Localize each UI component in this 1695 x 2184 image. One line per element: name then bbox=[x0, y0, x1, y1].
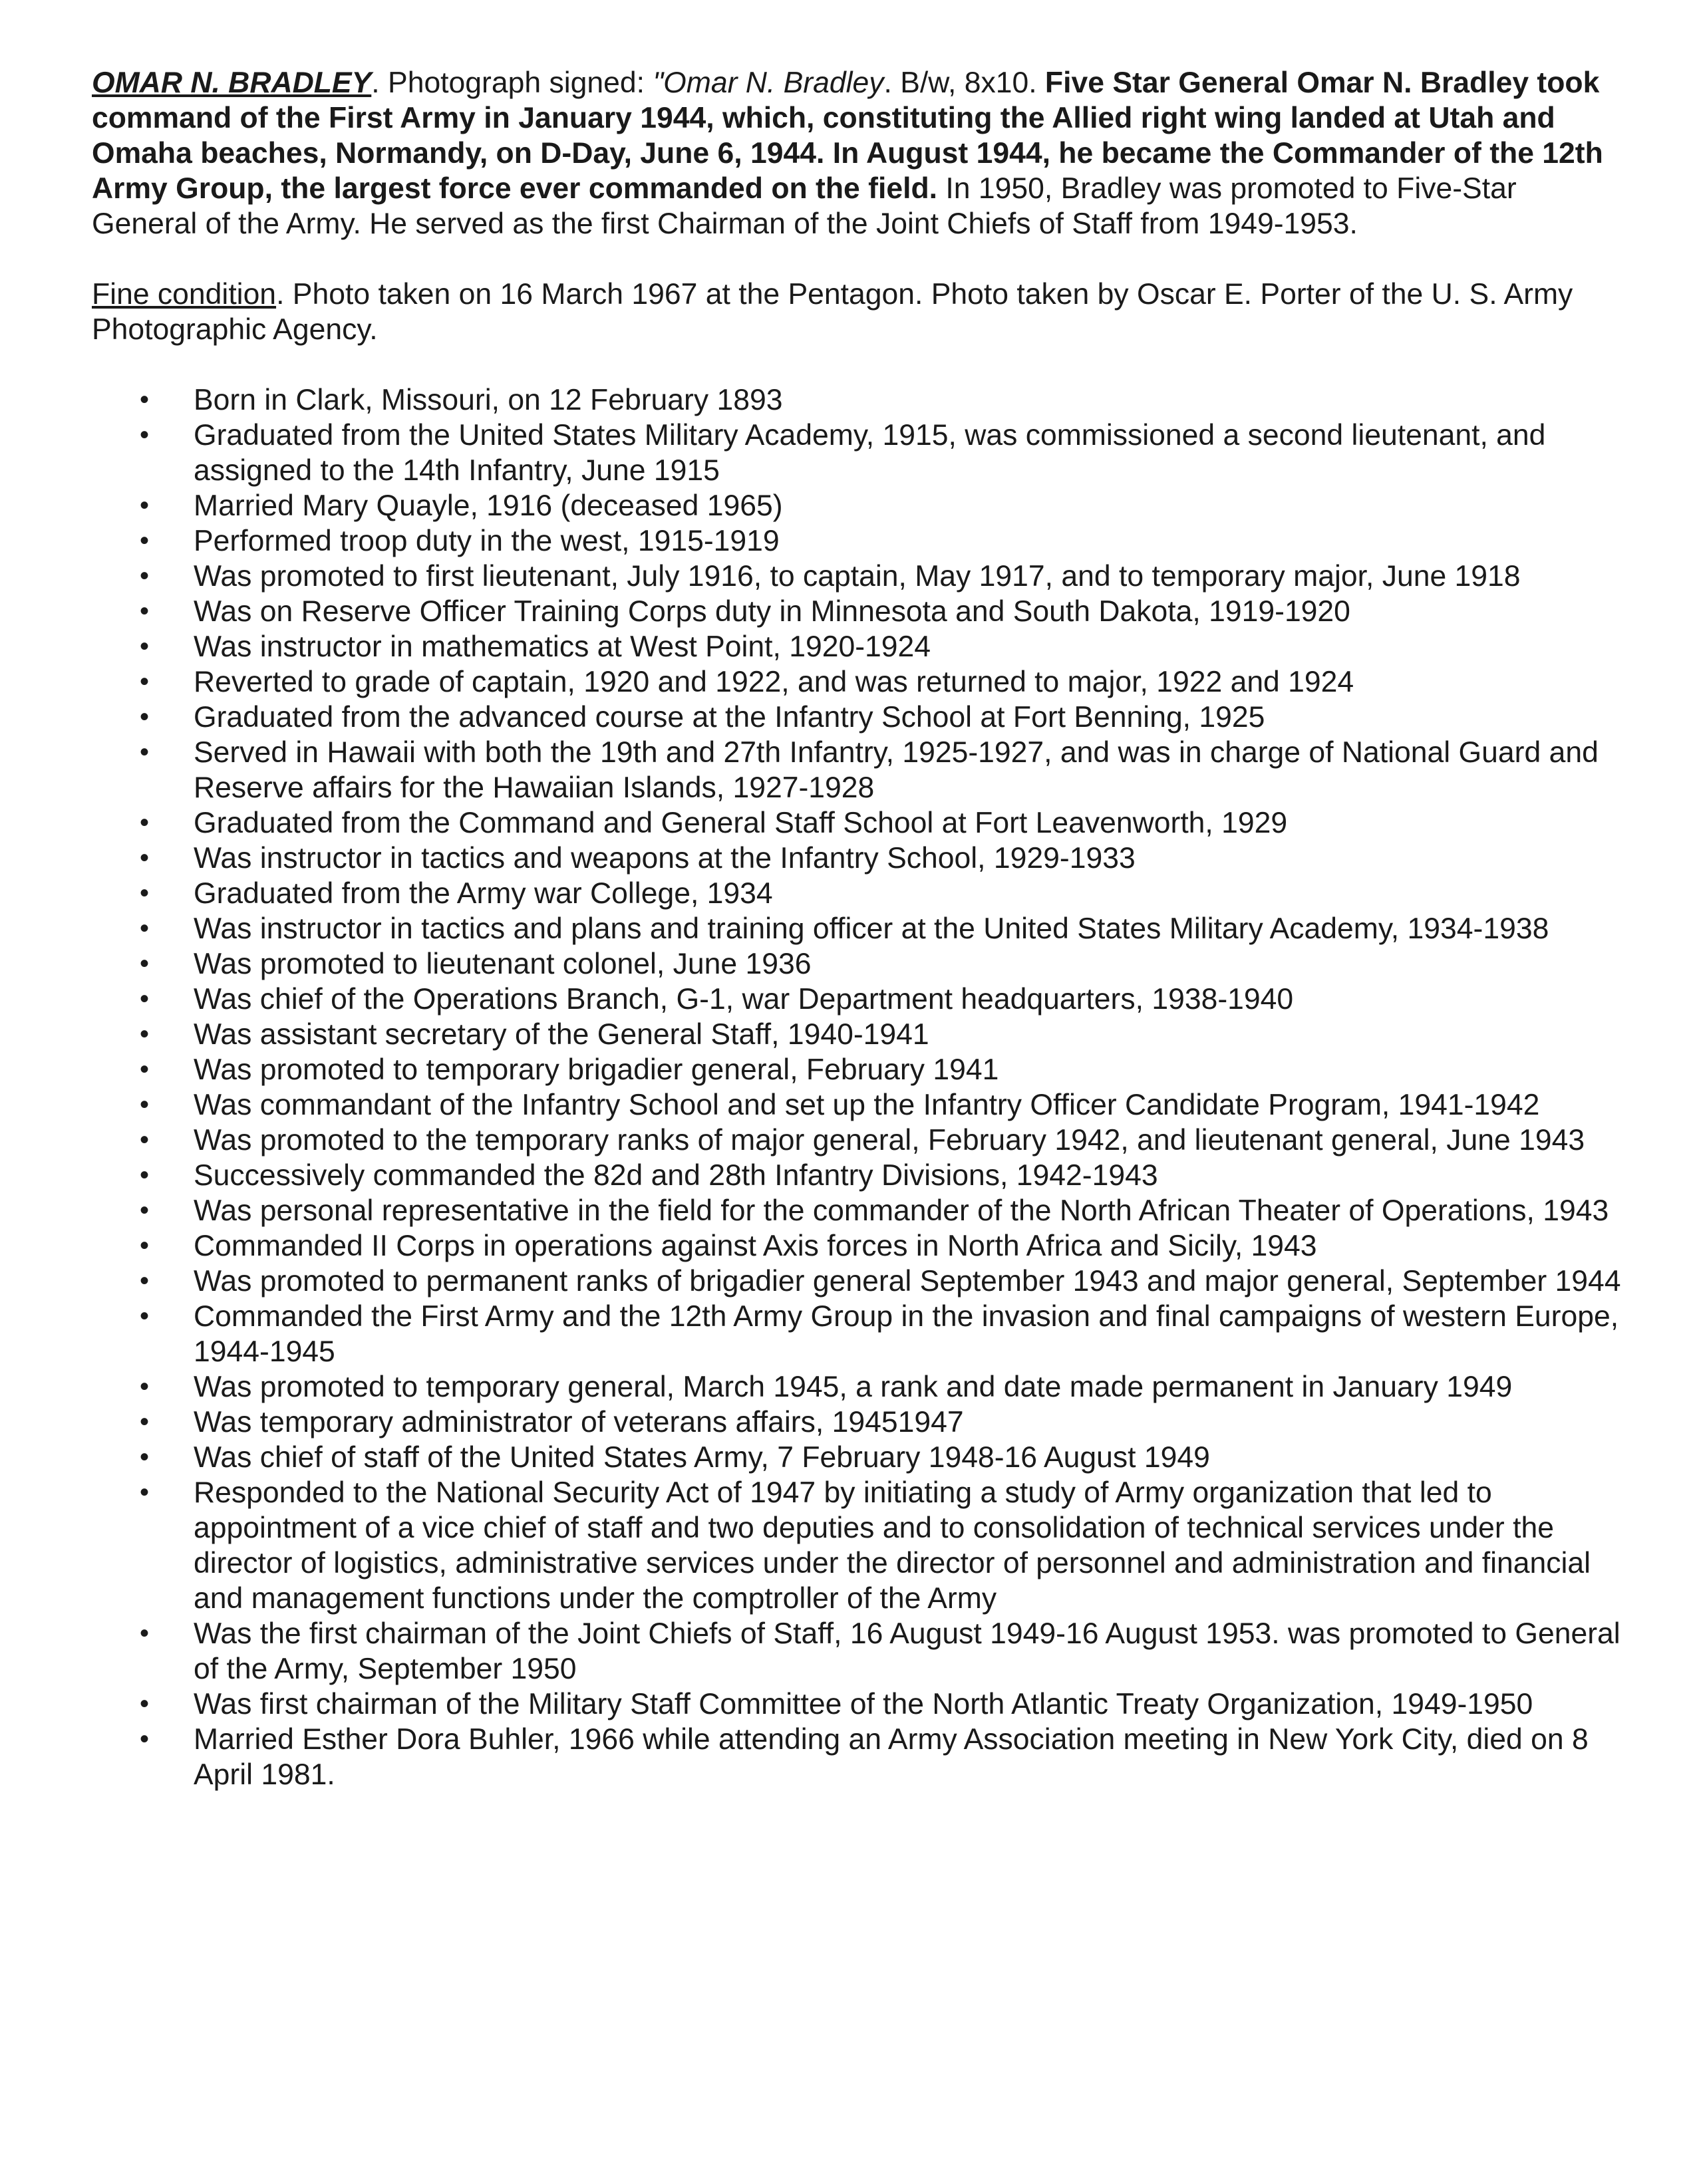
list-item bbox=[92, 946, 1628, 982]
list-item-text: Was chief of the Operations Branch, G-1, war Department headquarters, 1938-1940 bbox=[194, 983, 1294, 1016]
list-item bbox=[92, 559, 1628, 594]
list-item bbox=[92, 418, 1628, 488]
list-item-text: Was personal representative in the field for the commander of the North African Theater of Operations, 1943 bbox=[194, 1194, 1609, 1227]
list-item-text: Was instructor in mathematics at West Point, 1920-1924 bbox=[194, 630, 931, 663]
bullet-icon: • bbox=[140, 526, 150, 555]
list-item-text: Graduated from the advanced course at the Infantry School at Fort Benning, 1925 bbox=[194, 701, 1265, 734]
list-item bbox=[92, 1123, 1628, 1158]
list-item bbox=[92, 1369, 1628, 1405]
list-item bbox=[92, 523, 1628, 559]
bullet-icon: • bbox=[140, 1020, 150, 1049]
list-item-text: Was first chairman of the Military Staff Committee of the North Atlantic Treaty Organization, 1949-1950 bbox=[194, 1688, 1533, 1720]
bullet-icon: • bbox=[140, 667, 150, 696]
bullet-icon: • bbox=[140, 632, 150, 661]
list-item-text: Was promoted to the temporary ranks of major general, February 1942, and lieutenant general, June 1943 bbox=[194, 1124, 1585, 1157]
condition-paragraph bbox=[92, 277, 1628, 347]
list-item-text: Married Esther Dora Buhler, 1966 while attending an Army Association meeting in New York City, died on 8 April 1981. bbox=[194, 1723, 1589, 1791]
subject-name: OMAR N. BRADLEY bbox=[92, 67, 372, 99]
bullet-icon: • bbox=[140, 1478, 150, 1507]
list-item bbox=[92, 1687, 1628, 1722]
bullet-icon: • bbox=[140, 385, 150, 414]
intro-bold-summary: Five Star General Omar N. Bradley took command of the First Army in January 1944, which, constituting the Allied right wing landed at Utah and Omaha beaches, Normandy, on D-Day, June 6, 1944. In August 1944, he became the Commander of the 12th Army Group, the largest force ever commanded on the field. bbox=[92, 67, 1603, 205]
signature-text: "Omar N. Bradley bbox=[653, 67, 884, 99]
list-item-text: Was promoted to temporary general, March 1945, a rank and date made permanent in January 1949 bbox=[194, 1371, 1513, 1403]
bullet-icon: • bbox=[140, 949, 150, 978]
bullet-icon: • bbox=[140, 1442, 150, 1472]
list-item bbox=[92, 982, 1628, 1017]
list-item bbox=[92, 841, 1628, 876]
bullet-icon: • bbox=[140, 914, 150, 943]
bullet-icon: • bbox=[140, 1372, 150, 1401]
list-item bbox=[92, 1722, 1628, 1792]
list-item bbox=[92, 629, 1628, 664]
document-body bbox=[92, 65, 1628, 1792]
list-item bbox=[92, 1228, 1628, 1264]
list-item bbox=[92, 1052, 1628, 1087]
bullet-icon: • bbox=[140, 1196, 150, 1225]
bullet-icon: • bbox=[140, 1125, 150, 1155]
intro-rest: In 1950, Bradley was promoted to Five-Star General of the Army. He served as the first Chairman of the Joint Chiefs of Staff from 1949-1953. bbox=[92, 172, 1517, 240]
list-item-text: Reverted to grade of captain, 1920 and 1922, and was returned to major, 1922 and 1924 bbox=[194, 666, 1354, 698]
bullet-icon: • bbox=[140, 1407, 150, 1436]
list-item bbox=[92, 1475, 1628, 1616]
list-item bbox=[92, 911, 1628, 946]
bullet-icon: • bbox=[140, 420, 150, 450]
list-item-text: Commanded II Corps in operations against Axis forces in North Africa and Sicily, 1943 bbox=[194, 1230, 1317, 1262]
list-item bbox=[92, 1405, 1628, 1440]
bullet-icon: • bbox=[140, 808, 150, 837]
bullet-icon: • bbox=[140, 1231, 150, 1260]
list-item-text: Was promoted to first lieutenant, July 1916, to captain, May 1917, and to temporary major, June 1918 bbox=[194, 560, 1521, 593]
bullet-icon: • bbox=[140, 984, 150, 1014]
intro-paragraph bbox=[92, 65, 1628, 241]
list-item bbox=[92, 700, 1628, 735]
list-item-text: Was the first chairman of the Joint Chiefs of Staff, 16 August 1949-16 August 1953. was promoted to General of the Army, September 1950 bbox=[194, 1617, 1620, 1685]
list-item bbox=[92, 1616, 1628, 1687]
list-item-text: Graduated from the Command and General Staff School at Fort Leavenworth, 1929 bbox=[194, 807, 1288, 839]
list-item bbox=[92, 664, 1628, 700]
bullet-icon: • bbox=[140, 1301, 150, 1331]
list-item-text: Was promoted to lieutenant colonel, June 1936 bbox=[194, 948, 812, 980]
list-item bbox=[92, 1264, 1628, 1299]
list-item bbox=[92, 876, 1628, 911]
list-item-text: Successively commanded the 82d and 28th Infantry Divisions, 1942-1943 bbox=[194, 1159, 1158, 1192]
list-item-text: Was commandant of the Infantry School and set up the Infantry Officer Candidate Program, 1941-1942 bbox=[194, 1089, 1540, 1121]
bullet-icon: • bbox=[140, 1160, 150, 1190]
list-item bbox=[92, 805, 1628, 841]
bullet-icon: • bbox=[140, 1689, 150, 1718]
bullet-icon: • bbox=[140, 843, 150, 873]
list-item-text: Was assistant secretary of the General Staff, 1940-1941 bbox=[194, 1018, 929, 1051]
list-item bbox=[92, 594, 1628, 629]
list-item bbox=[92, 1440, 1628, 1475]
list-item bbox=[92, 1299, 1628, 1369]
list-item-text: Graduated from the Army war College, 1934 bbox=[194, 877, 773, 910]
list-item bbox=[92, 1193, 1628, 1228]
photo-format: . B/w, 8x10. bbox=[883, 67, 1045, 99]
condition-text: . Photo taken on 16 March 1967 at the Pentagon. Photo taken by Oscar E. Porter of the U. S. Army Photographic Agency. bbox=[92, 278, 1573, 346]
list-item-text: Responded to the National Security Act of 1947 by initiating a study of Army organization that led to appointment of a vice chief of staff and two deputies and to consolidation of technical services under the director of logistics, administrative services under the director of personnel and administration and financial and management functions under the comptroller of the Army bbox=[194, 1476, 1591, 1615]
bullet-icon: • bbox=[140, 1724, 150, 1754]
intro-lead: . Photograph signed: bbox=[371, 67, 653, 99]
list-item bbox=[92, 1017, 1628, 1052]
list-item-text: Was chief of staff of the United States Army, 7 February 1948-16 August 1949 bbox=[194, 1441, 1210, 1474]
condition-label: Fine condition bbox=[92, 278, 277, 311]
bullet-icon: • bbox=[140, 1090, 150, 1119]
bullet-icon: • bbox=[140, 597, 150, 626]
list-item bbox=[92, 735, 1628, 805]
list-item-text: Performed troop duty in the west, 1915-1919 bbox=[194, 525, 780, 557]
bullet-icon: • bbox=[140, 1619, 150, 1648]
list-item-text: Born in Clark, Missouri, on 12 February 1893 bbox=[194, 384, 783, 416]
bullet-icon: • bbox=[140, 738, 150, 767]
list-item bbox=[92, 1087, 1628, 1123]
list-item-text: Was temporary administrator of veterans affairs, 19451947 bbox=[194, 1406, 964, 1438]
list-item-text: Was promoted to temporary brigadier general, February 1941 bbox=[194, 1053, 999, 1086]
list-item-text: Commanded the First Army and the 12th Army Group in the invasion and final campaigns of western Europe, 1944-1945 bbox=[194, 1300, 1619, 1368]
bullet-icon: • bbox=[140, 1266, 150, 1296]
bullet-icon: • bbox=[140, 702, 150, 732]
list-item-text: Was instructor in tactics and weapons at the Infantry School, 1929-1933 bbox=[194, 842, 1136, 875]
bullet-icon: • bbox=[140, 561, 150, 591]
list-item bbox=[92, 382, 1628, 418]
list-item-text: Was promoted to permanent ranks of brigadier general September 1943 and major general, September 1944 bbox=[194, 1265, 1621, 1297]
list-item-text: Was instructor in tactics and plans and training officer at the United States Military Academy, 1934-1938 bbox=[194, 912, 1549, 945]
list-item-text: Was on Reserve Officer Training Corps duty in Minnesota and South Dakota, 1919-1920 bbox=[194, 595, 1350, 628]
bullet-icon: • bbox=[140, 1055, 150, 1084]
list-item-text: Served in Hawaii with both the 19th and 27th Infantry, 1925-1927, and was in charge of National Guard and Reserve affairs for the Hawaiian Islands, 1927-1928 bbox=[194, 736, 1599, 804]
biography-bullet-list bbox=[92, 382, 1628, 1792]
bullet-icon: • bbox=[140, 491, 150, 520]
list-item-text: Graduated from the United States Military Academy, 1915, was commissioned a second lieutenant, and assigned to the 14th Infantry, June 1915 bbox=[194, 419, 1546, 487]
bullet-icon: • bbox=[140, 879, 150, 908]
list-item bbox=[92, 488, 1628, 523]
list-item bbox=[92, 1158, 1628, 1193]
list-item-text: Married Mary Quayle, 1916 (deceased 1965) bbox=[194, 489, 783, 522]
